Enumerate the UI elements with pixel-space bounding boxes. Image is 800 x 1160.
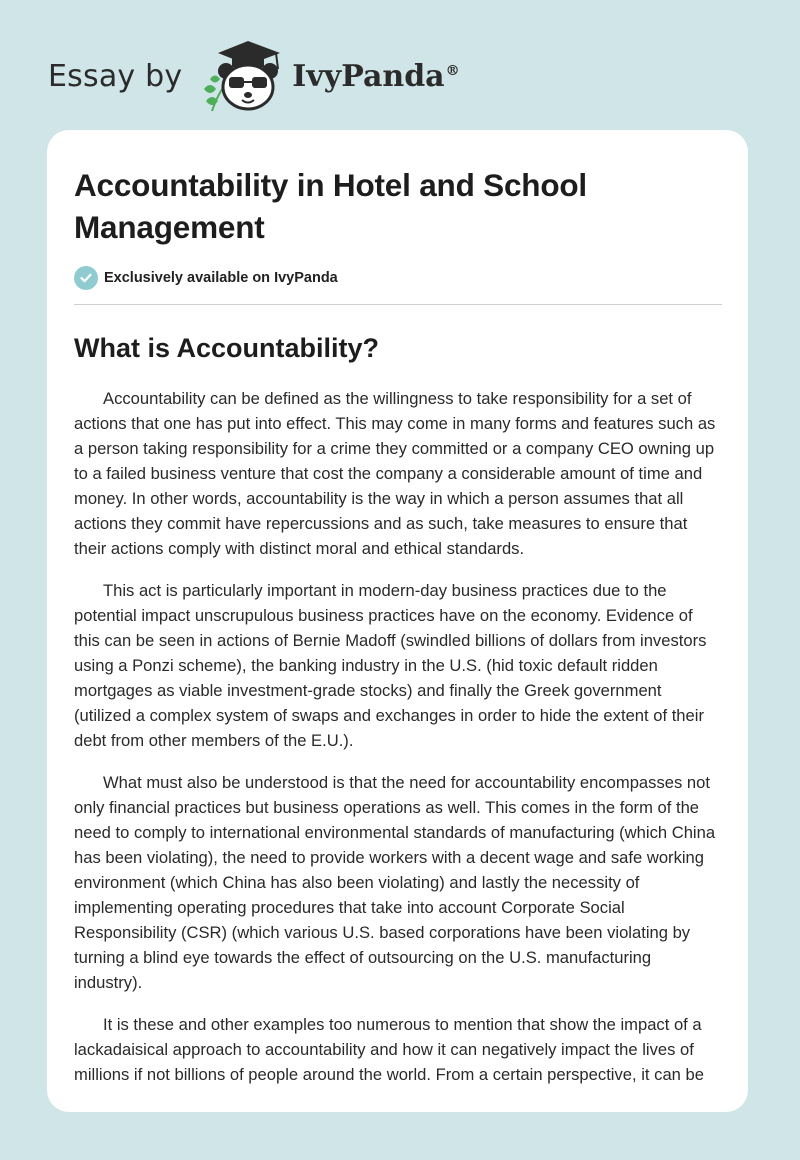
- brand-prefix: Essay by: [48, 58, 183, 94]
- exclusive-badge: [74, 266, 722, 290]
- essay-card: [47, 130, 748, 1112]
- brand-name: IvyPanda®: [292, 58, 460, 94]
- paragraph: This act is particularly important in modern-day business practices due to the potential impact unscrupulous business practices have on the economy. Evidence of this can be seen in actions of Bernie Madoff (swindled billions of dollars from investors using a Ponzi scheme), the banking industry in the U.S. (hid toxic default ridden mortgages as viable investment-grade stocks) and finally the Greek government (utilized a complex system of swaps and exchanges in order to hide the extent of their debt from other members of the E.U.).: [74, 581, 707, 750]
- section-heading: What is Accountability?: [74, 333, 380, 363]
- badge-text: Exclusively available on IvyPanda: [104, 270, 338, 286]
- paragraph: Accountability can be defined as the willingness to take responsibility for a set of actions that one has put into effect. This may come in many forms and features such as a person taking responsibility for a crime they committed or a company CEO owning up to a failed business venture that cost the company a considerable amount of time and money. In other words, accountability is the way in which a person assumes that all actions they commit have repercussions and as such, take measures to ensure that their actions comply with distinct moral and ethical standards.: [74, 389, 716, 558]
- checkmark-icon: [74, 266, 98, 290]
- brand-header[interactable]: [48, 36, 460, 116]
- panda-logo-icon: [196, 37, 288, 115]
- page-title: Accountability in Hotel and School Management: [74, 167, 587, 245]
- paragraph: It is these and other examples too numerous to mention that show the impact of a lackadaisical approach to accountability and how it can negatively impact the lives of millions if not billions of people around the world. From a certain perspective, it can be: [74, 1015, 704, 1084]
- paragraph: What must also be understood is that the need for accountability encompasses not only financial practices but business operations as well. This comes in the form of the need to comply to international environmental standards of manufacturing (which China has been violating), the need to provide workers with a decent wage and safe working environment (which China has also been violating) and lastly the necessity of implementing operating procedures that take into account Corporate Social Responsibility (CSR) (which various U.S. based corporations have been violating by turning a blind eye towards the effect of outsourcing on the U.S. manufacturing industry).: [74, 773, 716, 992]
- registered-mark: ®: [445, 62, 460, 79]
- divider: [74, 304, 722, 305]
